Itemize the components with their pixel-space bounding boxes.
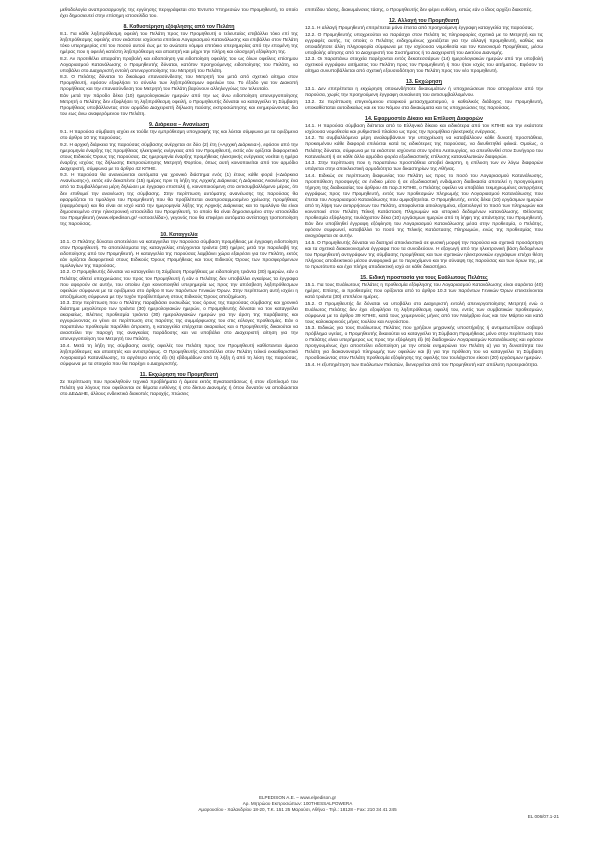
clause-paragraph: 10.4. Μετά τη λήξη της σύμβασης αυτής οφειλές του Πελάτη προς τον Προμηθευτή καθίστανται άμεσα ληξιπρόθεσμες και απαιτητές και αντιστρόφως. Ο Προμηθευτής αποστέλλει στον Πελάτη τελικό εκκαθαριστικό Λογαριασμό Κατανάλωσης, το αργότερο εντός έξι (6) εβδομάδων από τη λήξη ή από τη λύση της παρούσας, σύμφωνα με τα στοιχεία που θα παρέχει ο Διαχειριστής. xyxy=(60,344,298,368)
clause-paragraph: 9.2. Η αρχική διάρκεια της παρούσας σύμβασης ανέρχεται σε δύο (2) έτη («Αρχική Διάρκεια»), εφόσον από την ημερομηνία έναρξης της προμήθειας ηλεκτρικής ενέργειας από τον Προμηθευτή, εκτός εάν ορίζεται διαφορετικά στους Ειδικούς Όρους της παρούσας. Ως ημερομηνία έναρξης προμήθειας ηλεκτρικής ενέργειας νοείται η ημέρα έναρξης ισχύος της δήλωσης Εκπροσώπησης Μετρητή Φορτίου, όπως αυτή κοινοποιείται από τον αρμόδιο Διαχειριστή, σύμφωνα με το άρθρο 42 ΚΠΗΕ. xyxy=(60,142,298,172)
section xyxy=(60,372,298,398)
clause-paragraph: 14.3. Στην περίπτωση που η παραπάνω προσπάθεια αποβεί άκαρπη, η επίλυση των εν λόγω διαφορών υπάγεται στην αποκλειστική αρμοδιότητα των δικαστηρίων της Αθήνας. xyxy=(305,161,543,173)
clause-paragraph: 14.2. Τα συμβαλλόμενα μέρη αναλαμβάνουν την υποχρέωση να καταβάλλουν κάθε δυνατή προσπάθεια, προκειμένου κάθε διαφορά επιλύεται κατά τις ειδικότερες της παρούσας, να διευθετηθεί φιλικά. Ομοίως, ο Πελάτης δύναται, σύμφωνα με τα εκάστοτε ισχύοντα στον τρόπο Λειτουργίας, να απευθυνθεί στον Συνήγορο του Καταναλωτή ή σε κάθε άλλο αρμόδιο φορέα εξωδικαστικής επίλυσης καταναλωτικών διαφορών. xyxy=(305,136,543,160)
section-heading: 10. Καταγγελία xyxy=(160,231,198,238)
section xyxy=(60,122,298,228)
section xyxy=(305,8,543,14)
clause-paragraph: 8.3. Ο Πελάτης δύναται το δικαίωμα επανασύνδεσης του Μετρητή του μετά από σχετικό αίτημα στον Προμηθευτή, εφόσον εξοφλήσει το σύνολο των ληξιπρόθεσμων οφειλών του. Το έξοδο για τον Διακοπή προμήθειας και την επανασύνδεση του Μετρητή του Πελάτη βαρύνουν αλληλεγγύως τον τελευταίο. xyxy=(60,75,298,93)
clause-paragraph: 12.1. Η αλλαγή Προμηθευτή επιτρέπεται μόνο έπειτα από προηγούμενη έγγραφη καταγγελία της παρούσας. xyxy=(305,25,535,31)
clause-paragraph: 10.1. Ο Πελάτης δύναται αποτελέσει να καταγγείλει την παρούσα σύμβαση προμήθειας με έγγραφη ειδοποίηση στον Προμηθευτή. Το αποτελέσματα της καταγγελίας επέρχονται τριάντα (30) ημέρες μετά την παραλαβή της ειδοποίησης από τον Προμηθευτή. Η καταγγελία της παρούσας λαμβάνει χώρα εξαιρέσει για τον Πελάτη, εκτός εάν ορίζεται διαφορετικά στους Ειδικούς Όρους Προμήθειας και τους Ειδικούς Όρους των προσφερόμενων τιμολογίων της παρούσας. xyxy=(60,239,298,269)
clause-paragraph: 12.3. Οι παραπάνω στοιχεία παρέχονται εντός δεκατεσσάρων (14) ημερολογιακών ημερών από την υποβολή σχετικού εγγράφου αιτήματος του Πελάτη προς τον Προμηθευτή ή που ήταν ισχύς του αιτήματος. Εφόσον το αίτημα συνυποβάλλεται από σχετική εξουσιοδότηση του Πελάτη προς τον νέο προμηθευτή. xyxy=(305,57,543,75)
footer-address: Αμαρουσίου - Χαλανδρίου 18-20, Τ.Κ. 151 25 Μαρούσι, Αθήνα - Τηλ.: 18128 - Fax: 210 34 41 245 xyxy=(198,807,397,812)
section xyxy=(60,24,298,118)
section xyxy=(305,275,543,369)
page-footer xyxy=(0,795,595,813)
clause-paragraph: 9.3. Η παρούσα θα ανανεώνεται αυτόματα για χρονικό διάστημα ενός (1) έτους κάθε φορά («Διάρκεια Ανανέωσης»), εκτός εάν δεκαπέντε (15) ημέρες πριν τη λήξη της Αρχικής Διάρκειας ή Διάρκειας Ανανέωσης ένα από τα Συμβαλλόμενα μέρη δηλώσει με έγγραφο επιστολή ή, κοινοποιούμενη στο αντισυμβαλλόμενο μέρος, ότι δεν επιθυμεί την ανανέωση της σύμβασης. Στην περίπτωση αυτόματης ανανέωσης της παρούσας θα εφαρμόζεται το τιμολόγιο του Προμηθευτή που θα προβλέπεται αναπροσαρμοσμένο χρέωσης προμήθειας (εφαρμόσιμο) και θα είναι σε ισχύ κατά την ημερομηνία λήξης της Αρχικής Διάρκειας και το τιμολόγιο θα είναι δημοσιευμένο στην ηλεκτρονική ιστοσελίδα του Προμηθευτή, το οποίο θα είναι δημοσιευμένο στην ιστοσελίδα του Προμηθευτή (www.elpedison.gr/ «ιστοσελίδα»), γεγονός που θα επιφέρει αυτόματα αντίστοιχη τροποποίηση της παρούσας. xyxy=(60,173,298,227)
clause-paragraph: 10.2. Ο Προμηθευτής δύναται να καταγγείλει τη Σύμβαση Προμήθειας με ειδοποίηση τριάντα (30) ημερών, εάν ο Πελάτης αθετεί υποχρεώσεις του προς τον Προμηθευτή ή εάν ο Πελάτης δεν υποβάλλει εγκαίρως τα έγγραφα που αφορούν σε αυτήν, του οποίου έχει κοινοποιηθεί υπερημερία ως προς την απόσβεση ληξιπρόθεσμων οφειλών σύμφωνα με τα οριζόμενα στο άρθρο 8 των παρόντων Γενικών Όρων. Στην περίπτωση αυτή ισχύει η αποζημίωση σύμφωνα με την τυχόν προβλεπόμενη στους Ειδικούς Όρους αποζημίωση. xyxy=(60,270,298,300)
clause-paragraph: 14.1. Η παρούσα σύμβαση διέπεται από το Ελληνικό δίκαιο και ειδικότερα από τον ΚΠΗΕ και την εκάστοτε ισχύουσα νομοθεσία και ρυθμιστικό πλαίσιο ως προς την προμήθεια ηλεκτρικής ενέργειας. xyxy=(305,123,543,135)
clause-paragraph: 15.1. Για τους Ευάλωτους Πελάτες η προθεσμία εξόφλησης του Λογαριασμού Κατανάλωσης είναι σαράντα (40) ημέρες. Επίσης, οι προθεσμίες που ορίζονται από το άρθρο 10.3 των παρόντων Γενικών Όρων επεκτείνονται κατά τριάντα (30) επιπλέον ημέρες. xyxy=(305,282,543,300)
section xyxy=(305,18,543,75)
clause-paragraph: 15.4. Η εξυπηρέτηση των Ευάλωτων Πελατών, διενεργείται από τον Προμηθευτή κατ' απόλυτη προτεραιότητα. xyxy=(305,362,539,368)
clause-paragraph: 12.2. Ο Προμηθευτής υποχρεούται να παράσχει στον Πελάτη τις πληροφορίες σχετικά με το Μετρητή και τις εγγραφές αυτής, τις οποίες ο Πελάτης ενδεχομένως χρειάζεται για την αλλαγή προμηθευτή, καθώς και οποιαδήποτε άλλη πληροφορία σύμφωνα με την ισχύουσα νομοθεσία και τον Κανονισμό Προμήθειας, μέσω υποβολής αίτησης από το Διαχειριστή του Συστήματος ή το Διαχειριστή του Δικτύου Διανομής. xyxy=(305,32,543,56)
document-code: EL 006/07.1-21 xyxy=(527,814,559,819)
section-heading: 11. Εκχώρηση του Προμηθευτή xyxy=(139,372,219,379)
clause-paragraph: 13.2. Σε περίπτωση επιγενόμενου εταιρικού μετασχηματισμού, ο καθολικός διάδοχος του Προμηθευτή, υποκαθίσταται αυτοδικαίως και εκ του Νόμου στα δικαιώματα και τις υποχρεώσεις της παρούσας. xyxy=(305,99,543,111)
section xyxy=(305,79,543,112)
section-heading: 14. Εφαρμοστέο Δίκαιο και Επίλυση Διαφορών xyxy=(365,115,483,122)
section-heading: 13. Εκχώρηση xyxy=(405,79,443,86)
section-heading: 9. Διάρκεια – Ανανέωση xyxy=(149,122,209,129)
section-heading: 8. Καθυστέρηση εξόφλησης από τον Πελάτη xyxy=(123,24,235,31)
clause-paragraph: 15.3. Ειδικώς για τους Ευάλωτους Πελάτες που χρήζουν μηχανικής υποστήριξης ή αντιμετωπίζουν σοβαρό πρόβλημα υγείας, ο Προμηθευτής δικαιούται να καταγγείλει τη Σύμβαση Προμήθειας μόνο στην περίπτωση που ο Πελάτης είναι υπερήμερος ως προς την εξόφληση έξι (6) διαδοχικών Λογαριασμών Κατανάλωσης και εφόσον προηγουμένως έχει αποστείλει ειδοποίηση με την οποία ενημερώνει τον Πελάτη α) για τη δυνατότητα του Πελάτη για διακανονισμό πληρωμής των οφειλών και β) για την πρόθεση του να καταγγείλει τη Σύμβαση προσδοκώντας στον Πελάτη προθεσμία εξόφλησης της οφειλής του τουλάχιστον είκοσι (20) εργάσιμων ημερών. xyxy=(305,326,543,362)
section-heading: 15. Ειδική προστασία για τους Ευάλωτους Πελάτες xyxy=(360,274,488,281)
right-column xyxy=(305,8,543,373)
section xyxy=(60,8,298,20)
clause-paragraph: 13.1. Δεν επιτρέπεται η εκχώρηση οποιωνδήποτε δικαιωμάτων ή υποχρεώσεων που απορρέουν από την παρούσα, χωρίς την προηγούμενη έγγραφη συναίνεση του αντισυμβαλλομένου. xyxy=(305,87,543,99)
section xyxy=(60,232,298,368)
clause-paragraph: 8.2. Αν προτιθέλει απαραίτη προβολή και ειδοποίηση για ειδοποίηση οφειλής του ως όλων οφείλεις επίσημου Λογαριασμού Κατανάλωσης ο Προμηθευτής δύναται, κατόπιν προηγούμενης ειδοποίησης του Πελάτη, να υποβάλει στο Διαχειριστή εντολή απενεργοποίησης του Μετρητή του Πελάτη. xyxy=(60,56,298,74)
clause-paragraph: 9.1. Η παρούσα σύμβαση ισχύει εκ τούδε την εμπρόθεσμη υπογραφής της και λύεται σύμφωνα με τα οριζόμενα στο άρθρο 10 της παρούσας. xyxy=(60,130,298,142)
clause-paragraph: επιπέδου τάσης, διακυμάνσεις τάσης, ο Προμηθευτής δεν φέρει ευθύνη, ειπώς εάν ο ίδιος αρχίζει διακοπές. xyxy=(305,8,533,13)
section-heading: 12. Αλλαγή του Προμηθευτή xyxy=(388,18,460,25)
clause-paragraph: 14.4. Ειδικώς σε περίπτωση διαφωνίας του Πελάτη ως προς το ποσό του Λογαριασμού Κατανάλωσης, προϋπόθεση προσφυγής σε ένδικο μέσο ή σε εξωδικαστική ενδιάμεση διαδικασία αποτελεί η προηγούμενη τήρηση της διαδικασίας του άρθρου 45 παρ.3 ΚΠΗΕ, ο Πελάτης οφείλει να υποβάλει τεκμηριωμένες αντιρρήσεις εγγράφως προς τον Προμηθευτή, εντός των προθεσμιών πληρωμής του Λογαριασμού Κατανάλωσης που έπεται του Λογαριασμού Κατανάλωσης που αμφισβητείται. Ο Προμηθευτής, εντός δέκα (10) εργάσιμων ημερών από τη λήψη των αντιρρήσεων του Πελάτη, αποφαίνεται αιτιολογημένα, εξαιτιολογεί το ποσό των πληρωμών και κοινοποιεί στον Πελάτη Τελική Κατάσταση Πληρωμών και ιστορικό δεδομένων κατανάλωσης. Θέλοντας προθεσμία εξόφλησης τουλάχιστον δέκα (10) εργάσιμων ημερών από τη λήψη της απάντησης του Προμηθευτή. Εάν δεν υποβληθεί έγγραφη εξόφληση του Λογαριασμού Κατανάλωσης μέσα στην προθεσμία, ο Πελάτης, εφόσον συμφωνεί, καταβάλλει το ποσό της Τελικής Κατάστασης Πληρωμών, ενώς της προθεσμίας που αναγράφεται σε αυτήν. xyxy=(305,173,543,240)
footer-registry: Αρ. Μητρώου Εκπροσώπων: 100THESSALPOWERA xyxy=(242,801,353,806)
clause-paragraph: Σε περίπτωση που προκληθούν τεχνικά προβλήματα ή άμεσα εκτός Εγκαταστάσεως ή στον εξοπλισμό του Πελάτη για λόγους που οφείλονται σε θέματα ευθύνης ή στο δίκτυο Διανομής ή όπου δυνατόν να αποδώσεται στο ΔΕΔΔΗΕ, άλλους ενδεικτικά διακοπές παροχής, πτώσεις xyxy=(60,380,298,398)
left-column xyxy=(60,8,298,402)
footer-company: ELPEDISON A.E. – www.elpedison.gr xyxy=(258,795,337,800)
clause-paragraph: Εάν μετά την πάροδο δέκα (10) ημερολογιακών ημερών από την ως άνω ειδοποίηση απενεργοποίησης Μετρητή ο Πελάτης δεν εξοφλήσει τη ληξιπρόθεσμη οφειλή, ο Προμηθευτής δύναται να καταγγείλει τη Σύμβαση Προμήθειας υποβάλλοντας στον αρμόδιο Διαχειριστή δήλωση παύσης εκπροσώπησης και ενημερώνοντας δια του εως άνω αναφερόμενου τον Πελάτη. xyxy=(60,93,298,118)
clause-paragraph: 14.5. Ο Προμηθευτής δύναται να διατηρεί αποκλειστικά σε φυσική μορφή την παρούσα και σχετικά προσάρτηση και τα σχετικά διακανονισμένα έγγραφα που τα συνοδεύουν. Η εξαγωγή από την ηλεκτρονική βάση δεδομένων του Προμηθευτή αντιγράφων της σύμβασης προμήθειας και των σχετικών ηλεκτρονικών εγγράφων επέχει θέση πλήρους αποδεικτικού μέσου αναφορικά με το περιεχόμενο και την σύναψη της παρούσας και των όρων της, με το πρωτότυπο και έχει πλήρη αποδεικτική ισχύ σε κάθε δικαστήριο. xyxy=(305,240,543,270)
clause-paragraph: 10.3. Στην περίπτωση που ο Πελάτης παραβιάσει ουσιωδώς τους όρους της παρούσας σύμβασης και χρονικό διάστημα μεγαλύτερο των τριάντα (30) ημερολογιακών ημερών, ο Προμηθευτής δύναται να τον καταγγείλει ακαριαίως. Βλέπεις προθεσμία τριάντα (30) ημερολογιακών ημερών για την άρση της παράβασης και εγγυρώνοντας εν γένει σε περίπτωση στις παρύτης της συμμόρφωσης του στις εύλογες προθεσμίες. Εάν ο παραπάνω προθεσμία παρέλθει άπρακτη, η καταγγελία επέρχεται ακαριαίως και ο Προμηθευτής δικαιούται να αναστείλει την παροχή της αναγκαίας παράδοσης και να υποβάλει στο Διαχειριστή αίτηση για την απενεργοποίηση του Μετρητή του Πελάτη. xyxy=(60,301,298,343)
section xyxy=(305,116,543,271)
clause-paragraph: 15.2. Ο Προμηθευτής δε δύναται να υποβάλει στο Διαχειριστή εντολή απενεργοποίησης Μετρητή ενώ ο Ευάλωτος Πελάτης δεν έχει εξοφλήσει τη ληξιπρόθεσμη οφειλή του, εντός των συμβατικών προθεσμιών, σύμφωνα με το άρθρο 39 ΚΠΗΕ, κατά τους χειμερινούς μήνες από τον Νοέμβριο έως και τον Μάρτιο και κατά τους καλοκαιρινούς μήνες Ιουλίου και Αυγούστου. xyxy=(305,301,543,325)
clause-paragraph: 8.1. Για κάθε ληξιπρόθεσμη οφειλή του Πελάτη προς τον Προμηθευτή ο τελευταίος επιβάλλει τόκο επί της ληξιπρόθεσμης οφειλής στον εκάστοτε ισχύοντα επιτόκιο Λογαριασμού Κατανάλωσης και επιβάλλει στον Πελάτη τόκο υπερημερίας επί του ποσού αυτού έως με το ανώτατο νόμιμο επιτόκιο υπερημερίας από την επομένη της ημέρας που η οφειλή κατέστη ληξιπρόθεσμη και απαιτητή και μέχρι την πλήρη και ολοσχερή εξόφληση της. xyxy=(60,32,298,56)
clause-paragraph: μεθοδολογία αναπροσαρμογής της εγγύησης περιγράφεται στο Έντυπο Υπηρεσιών του Προμηθευτή, το οποίο έχει δημοσιευτεί στην επίσημη ιστοσελίδα του. xyxy=(60,8,298,20)
